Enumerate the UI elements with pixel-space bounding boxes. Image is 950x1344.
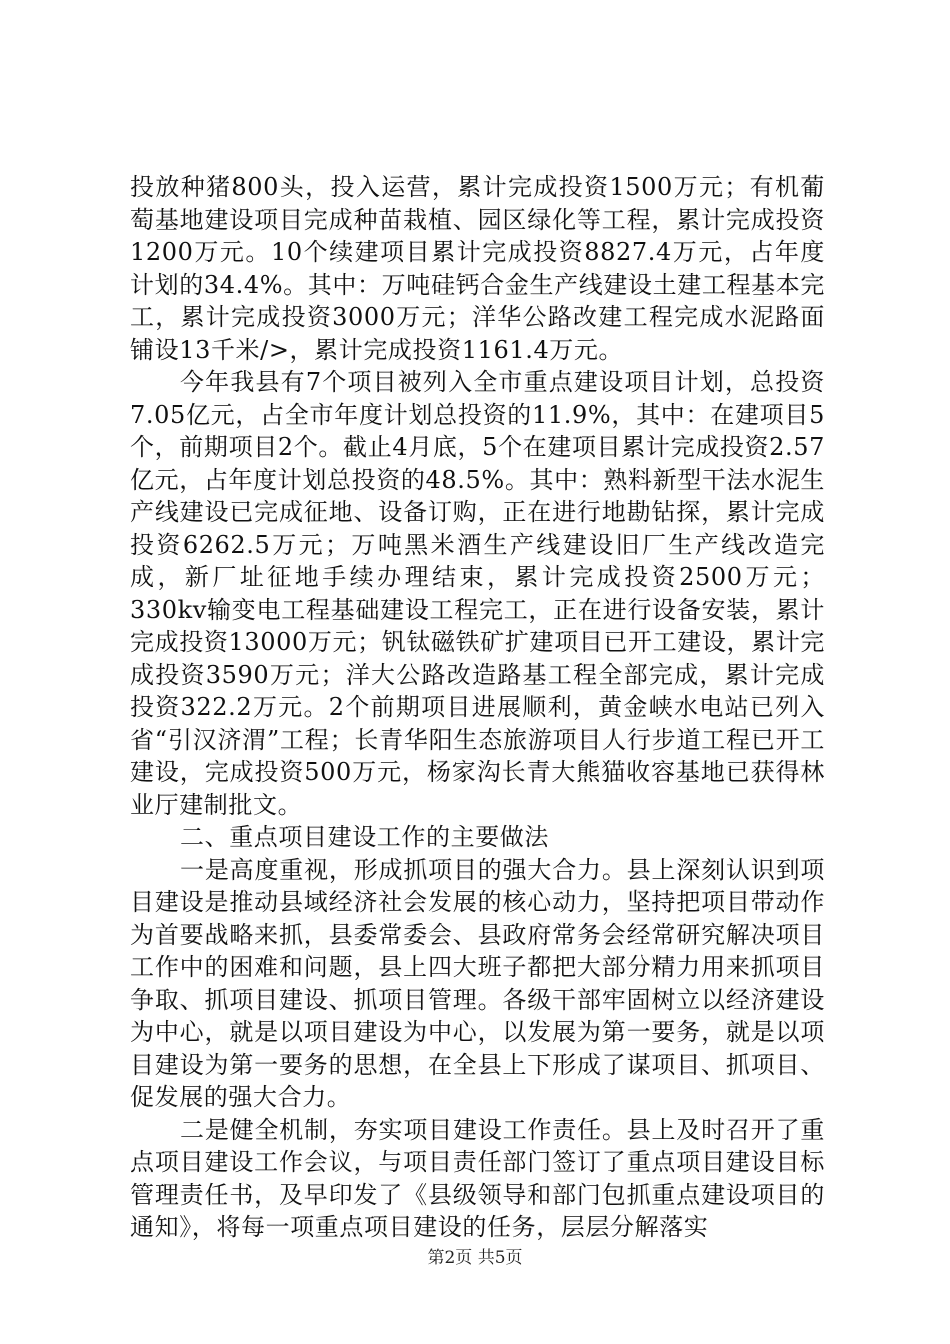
paragraph-3: 一是高度重视，形成抓项目的强大合力。县上深刻认识到项目建设是推动县域经济社会发展的核心动力，坚持把项目带动作为首要战略来抓，县委常委会、县政府常务会经常研究解决项目工作中的困难和问题，县上四大班子都把大部分精力用来抓项目争取、抓项目建设、抓项目管理。各级干部牢固树立以经济建设为中心，就是以项目建设为中心，以发展为第一要务，就是以项目建设为第一要务的思想，在全县上下形成了谋项目、抓项目、促发展的强大合力。 — [130, 855, 825, 1111]
paragraph-1: 投放种猪800头，投入运营，累计完成投资1500万元；有机葡萄基地建设项目完成种苗栽植、园区绿化等工程，累计完成投资1200万元。10个续建项目累计完成投资8827.4万元，占年度计划的34.4%。其中：万吨硅钙合金生产线建设土建工程基本完工，累计完成投资3000万元；洋华公路改建工程完成水泥路面铺设13千米/>，累计完成投资1161.4万元。 — [130, 173, 825, 364]
page-footer: 第2页 共5页 — [427, 1248, 523, 1268]
document-body — [130, 171, 825, 1244]
section-heading: 二、重点项目建设工作的主要做法 — [180, 823, 549, 851]
paragraph-2: 今年我县有7个项目被列入全市重点建设项目计划，总投资7.05亿元，占全市年度计划总投资的11.9%，其中：在建项目5个，前期项目2个。截止4月底，5个在建项目累计完成投资2.57亿元，占年度计划总投资的48.5%。其中：熟料新型干法水泥生产线建设已完成征地、设备订购，正在进行地勘钻探，累计完成投资6262.5万元；万吨黑米酒生产线建设旧厂生产线改造完成，新厂址征地手续办理结束，累计完成投资2500万元；330kv输变电工程基础建设工程完工，正在进行设备安装，累计完成投资13000万元；钒钛磁铁矿扩建项目已开工建设，累计完成投资3590万元；洋大公路改造路基工程全部完成，累计完成投资322.2万元。2个前期项目进展顺利，黄金峡水电站已列入省“引汉济渭”工程；长青华阳生态旅游项目人行步道工程已开工建设，完成投资500万元，杨家沟长青大熊猫收容基地已获得林业厅建制批文。 — [130, 368, 825, 819]
paragraph-4: 二是健全机制，夯实项目建设工作责任。县上及时召开了重点项目建设工作会议，与项目责任部门签订了重点项目建设目标管理责任书，及早印发了《县级领导和部门包抓重点建设项目的通知》，将每一项重点项目建设的任务，层层分解落实 — [130, 1115, 825, 1241]
